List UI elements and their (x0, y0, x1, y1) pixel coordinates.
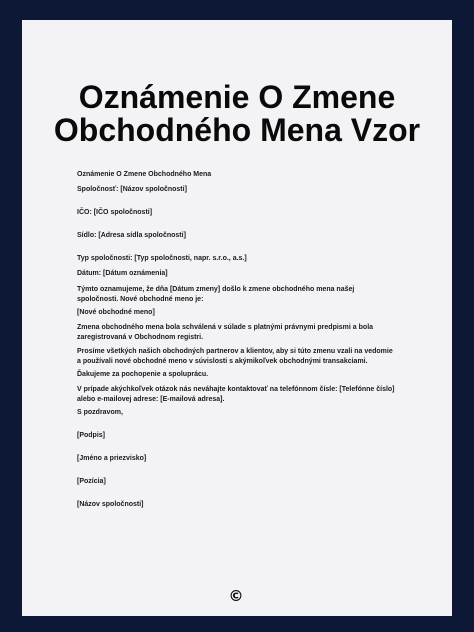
name-placeholder: [Jméno a priezvisko] (77, 455, 147, 462)
position-placeholder: [Pozícia] (77, 478, 106, 485)
copyright-icon: © (228, 587, 244, 605)
document-title-line-1: Oznámenie O Zmene (78, 79, 396, 115)
company-address-field: Sídlo: [Adresa sídla spoločnosti] (77, 232, 186, 239)
approval-paragraph: Zmena obchodného mena bola schválená v súlade s platnými právnymi predpismi a bola zaregistrovaná v Obchodnom registri. (77, 324, 374, 341)
notice-date-field: Dátum: [Dátum oznámenia] (77, 270, 168, 277)
notice-paragraph: Týmto oznamujeme, že dňa [Dátum zmeny] došlo k zmene obchodného mena našej spoločnosti. Nové obchodné meno je: (77, 286, 355, 303)
thanks-paragraph: Ďakujeme za pochopenie a spoluprácu. (77, 371, 209, 378)
signature-placeholder: [Podpis] (77, 432, 105, 439)
partners-paragraph: Prosíme všetkých našich obchodných partnerov a klientov, aby si túto zmenu vzali na vedomie a používali nové obchodné meno v súvislosti s akýmikoľvek obchodnými transakciami. (77, 348, 393, 365)
contact-paragraph: V prípade akýchkoľvek otázok nás neváhajte kontaktovať na telefónnom čísle: [Telefónne číslo] alebo e-mailovej adrese: [E-mailová adresa]. (77, 386, 395, 403)
company-name-placeholder: [Názov spoločnosti] (77, 501, 144, 508)
new-name-field: [Nové obchodné meno] (77, 309, 155, 316)
document-title-line-2: Obchodného Mena Vzor (53, 112, 421, 148)
document-page (22, 20, 452, 616)
closing-greeting: S pozdravom, (77, 409, 123, 416)
document-heading: Oznámenie O Zmene Obchodného Mena (77, 171, 212, 178)
company-type-field: Typ spoločnosti: [Typ spoločnosti, napr. s.r.o., a.s.] (77, 255, 247, 262)
company-id-field: IČO: [IČO spoločnosti] (77, 209, 153, 216)
company-name-field: Spoločnosť: [Názov spoločnosti] (77, 186, 187, 193)
document-title (22, 81, 452, 147)
